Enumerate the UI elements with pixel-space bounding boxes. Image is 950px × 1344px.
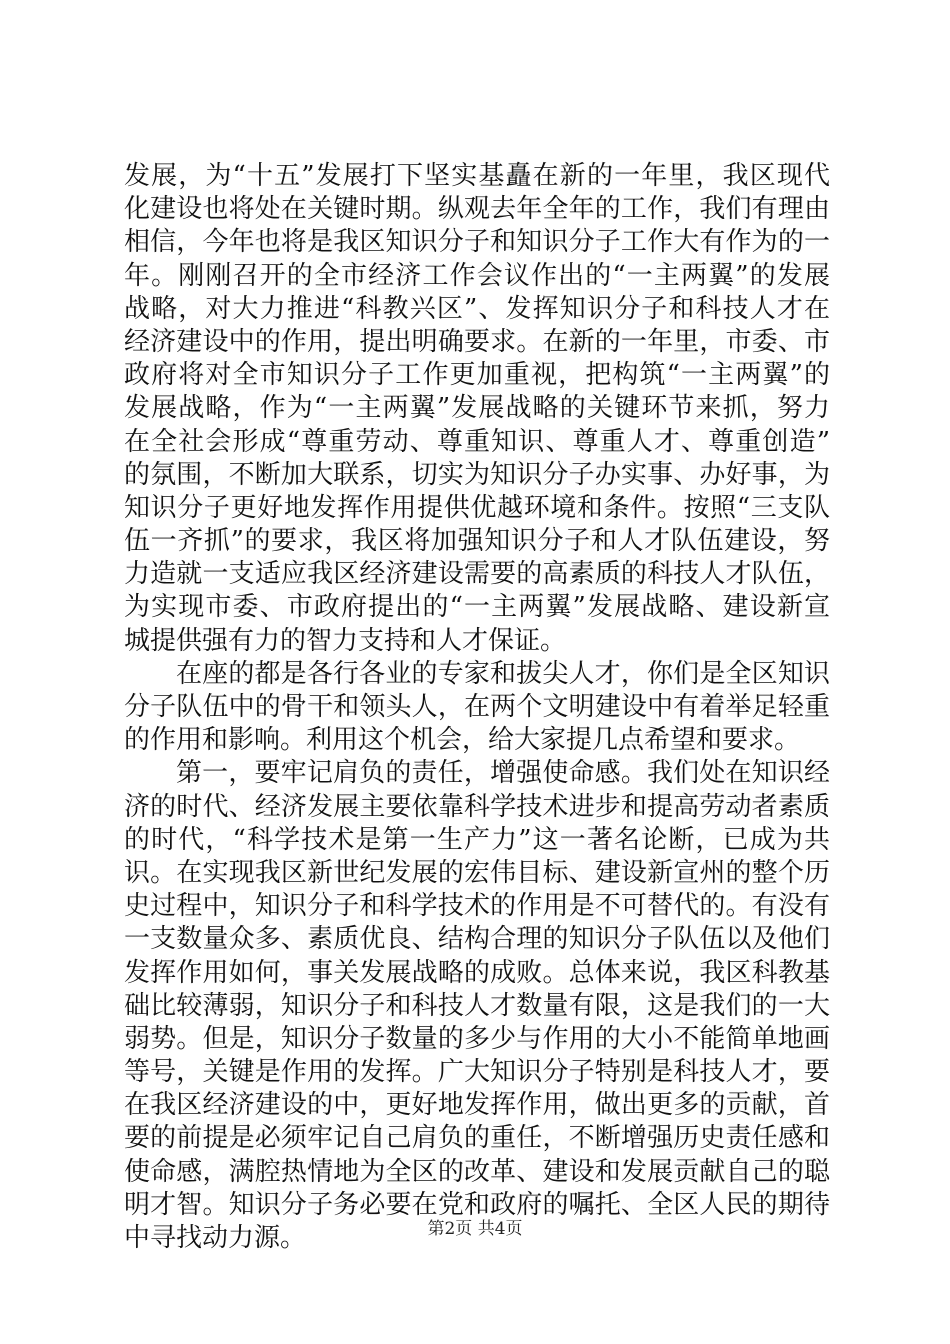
text-line: 的氛围，不断加大联系，切实为知识分子办实事、办好事，为 bbox=[124, 459, 830, 490]
text-line: 弱势。但是，知识分子数量的多少与作用的大小不能简单地画 bbox=[124, 1023, 830, 1054]
text-line: 年。刚刚召开的全市经济工作会议作出的“一主两翼”的发展 bbox=[124, 260, 830, 291]
text-line: 等号，关键是作用的发挥。广大知识分子特别是科技人才，要 bbox=[124, 1057, 830, 1088]
text-line: 战略，对大力推进“科教兴区”、发挥知识分子和科技人才在 bbox=[124, 293, 830, 324]
paragraph-1 bbox=[124, 160, 830, 658]
text-line: 的时代，“科学技术是第一生产力”这一著名论断，已成为共 bbox=[124, 824, 830, 855]
text-line: 化建设也将处在关键时期。纵观去年全年的工作，我们有理由 bbox=[124, 194, 830, 225]
document-body bbox=[124, 160, 830, 1255]
text-line: 一支数量众多、素质优良、结构合理的知识分子队伍以及他们 bbox=[124, 924, 830, 955]
text-line: 分子队伍中的骨干和领头人，在两个文明建设中有着举足轻重 bbox=[124, 692, 830, 722]
text-line: 在我区经济建设的中，更好地发挥作用，做出更多的贡献，首 bbox=[124, 1090, 830, 1121]
text-line: 力造就一支适应我区经济建设需要的高素质的科技人才队伍， bbox=[124, 559, 830, 590]
text-line: 为实现市委、市政府提出的“一主两翼”发展战略、建设新宣 bbox=[124, 592, 830, 623]
text-line: 在座的都是各行各业的专家和拔尖人才，你们是全区知识 bbox=[176, 658, 830, 689]
text-line: 要的前提是必须牢记自己肩负的重任，不断增强历史责任感和 bbox=[124, 1123, 830, 1154]
text-line: 使命感，满腔热情地为全区的改革、建设和发展贡献自己的聪 bbox=[124, 1156, 830, 1187]
text-line: 第一，要牢记肩负的责任，增强使命感。我们处在知识经 bbox=[176, 758, 830, 789]
text-line: 城提供强有力的智力支持和人才保证。 bbox=[124, 625, 567, 656]
text-line: 发挥作用如何，事关发展战略的成败。总体来说，我区科教基 bbox=[124, 957, 830, 988]
text-line: 中寻找动力源。 bbox=[124, 1223, 307, 1253]
text-line: 发展战略，作为“一主两翼”发展战略的关键环节来抓，努力 bbox=[124, 393, 830, 424]
text-line: 的作用和影响。利用这个机会，给大家提几点希望和要求。 bbox=[124, 725, 801, 756]
text-line: 在全社会形成“尊重劳动、尊重知识、尊重人才、尊重创造” bbox=[124, 426, 830, 457]
text-line: 识。在实现我区新世纪发展的宏伟目标、建设新宣州的整个历 bbox=[124, 857, 830, 888]
text-line: 础比较薄弱，知识分子和科技人才数量有限，这是我们的一大 bbox=[124, 990, 830, 1021]
text-line: 伍一齐抓”的要求，我区将加强知识分子和人才队伍建设，努 bbox=[124, 526, 830, 557]
page-number-footer: 第2页 共4页 bbox=[427, 1219, 523, 1239]
text-line: 史过程中，知识分子和科学技术的作用是不可替代的。有没有 bbox=[124, 891, 830, 922]
text-line: 政府将对全市知识分子工作更加重视，把构筑“一主两翼”的 bbox=[124, 360, 830, 391]
paragraph-2 bbox=[124, 658, 830, 758]
text-line: 相信，今年也将是我区知识分子和知识分子工作大有作为的一 bbox=[124, 227, 830, 258]
paragraph-3 bbox=[124, 757, 830, 1255]
text-line: 明才智。知识分子务必要在党和政府的嘱托、全区人民的期待 bbox=[124, 1189, 830, 1220]
text-line: 济的时代、经济发展主要依靠科学技术进步和提高劳动者素质 bbox=[124, 791, 830, 822]
text-line: 经济建设中的作用，提出明确要求。在新的一年里，市委、市 bbox=[124, 326, 830, 357]
text-line: 发展，为“十五”发展打下坚实基矗在新的一年里，我区现代 bbox=[124, 161, 830, 191]
text-line: 知识分子更好地发挥作用提供优越环境和条件。按照“三支队 bbox=[124, 492, 830, 523]
